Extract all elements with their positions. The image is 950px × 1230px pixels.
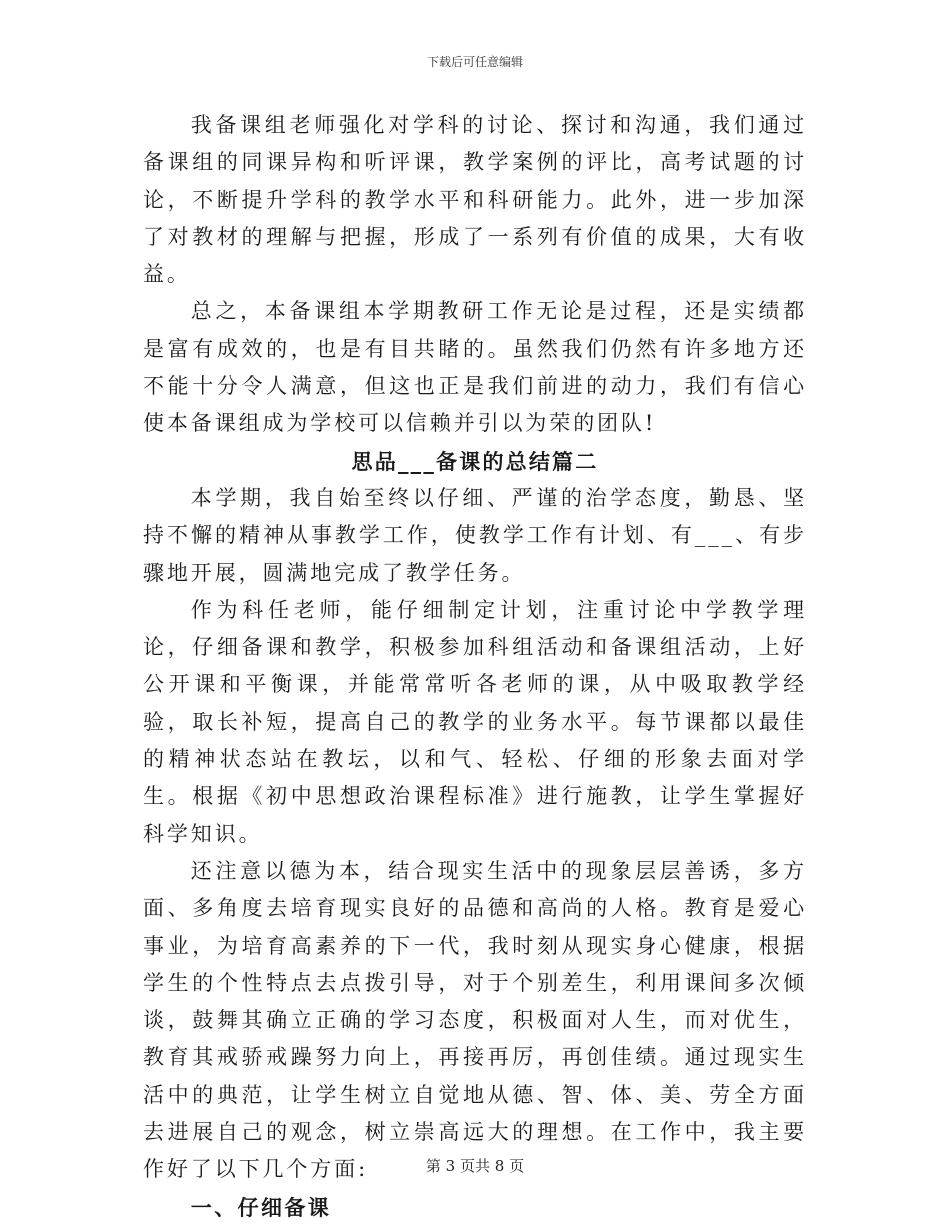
document-body [143, 107, 807, 1226]
paragraph-moral-education: 还注意以德为本，结合现实生活中的现象层层善诱，多方面、多角度去培育现实良好的品德和高尚的人格。教育是爱心事业，为培育高素养的下一代，我时刻从现实身心健康，根据学生的个性特点去点拨引导，对于个别差生，利用课间多次倾谈，鼓舞其确立正确的学习态度，积极面对人生，而对优生，教育其戒骄戒躁努力向上，再接再厉，再创佳绩。通过现实生活中的典范，让学生树立自觉地从德、智、体、美、劳全方面去进展自己的观念，树立崇高远大的理想。在工作中，我主要作好了以下几个方面: [143, 858, 807, 1182]
subheading-lesson-prep: 一、仔细备课 [190, 1194, 332, 1220]
paragraph-teacher-role: 作为科任老师，能仔细制定计划，注重讨论中学教学理论，仔细备课和教学，积极参加科组活动和备课组活动，上好公开课和平衡课，并能常常听各老师的课，从中吸取教学经验，取长补短，提高自己的教学的业务水平。每节课都以最佳的精神状态站在教坛，以和气、轻松、仔细的形象去面对学生。根据《初中思想政治课程标准》进行施教，让学生掌握好科学知识。 [143, 597, 807, 846]
page-header: 下载后可任意编辑 [426, 55, 523, 69]
page-number: 第 3 页共 8 页 [425, 1157, 525, 1175]
paragraph-semester-attitude: 本学期，我自始至终以仔细、严谨的治学态度，勤恳、坚持不懈的精神从事教学工作，使教学工作有计划、有___、有步骤地开展，圆满地完成了教学任务。 [143, 485, 807, 585]
paragraph-summary: 总之，本备课组本学期教研工作无论是过程，还是实绩都是富有成效的，也是有目共睹的。虽然我们仍然有许多地方还不能十分令人满意，但这也正是我们前进的动力，我们有信心使本备课组成为学校可以信赖并引以为荣的团队! [143, 299, 807, 436]
paragraph-research-work: 我备课组老师强化对学科的讨论、探讨和沟通，我们通过备课组的同课异构和听评课，教学案例的评比，高考试题的讨论，不断提升学科的教学水平和科研能力。此外，进一步加深了对教材的理解与把握，形成了一系列有价值的成果，大有收益。 [143, 113, 807, 287]
section-title: 思品___备课的总结篇二 [351, 448, 599, 474]
